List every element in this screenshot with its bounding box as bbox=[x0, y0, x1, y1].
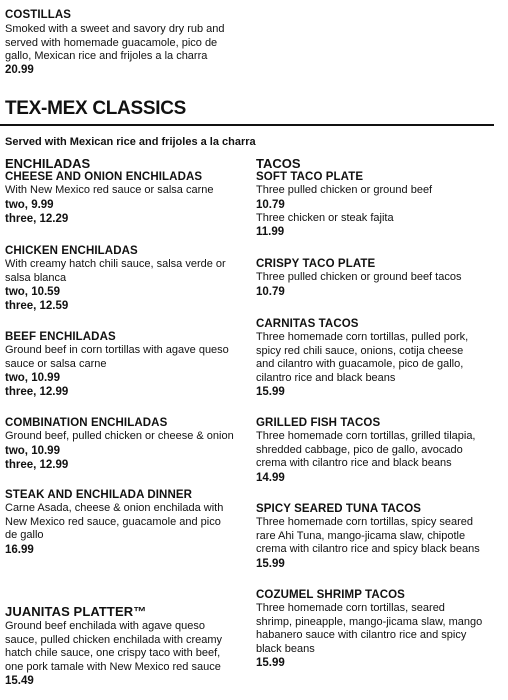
menu-item-chicken-enchiladas bbox=[5, 244, 243, 313]
item-desc: With New Mexico red sauce or salsa carne bbox=[5, 184, 214, 196]
menu-item-beef-enchiladas bbox=[5, 330, 243, 399]
item-price: 16.99 bbox=[5, 543, 34, 556]
item-desc-alt: Three chicken or steak fajita bbox=[256, 211, 394, 224]
item-price: three, 12.29 bbox=[5, 212, 69, 225]
item-price: three, 12.99 bbox=[5, 458, 69, 471]
item-price: 15.99 bbox=[256, 386, 285, 398]
category-heading-enchiladas: ENCHILADAS bbox=[5, 156, 91, 171]
category-heading-tacos: TACOS bbox=[256, 156, 301, 171]
menu-item-soft-taco-plate bbox=[256, 170, 484, 239]
item-price: 15.49 bbox=[5, 675, 34, 687]
menu-item-carnitas-tacos bbox=[256, 317, 484, 399]
item-price: two, 10.99 bbox=[5, 444, 60, 457]
menu-item-spicy-seared-tuna-tacos bbox=[256, 502, 484, 571]
item-name: SPICY SEARED TUNA TACOS bbox=[256, 503, 422, 515]
item-name: BEEF ENCHILADAS bbox=[5, 331, 116, 343]
item-name: CHEESE AND ONION ENCHILADAS bbox=[5, 171, 203, 183]
item-desc: Three pulled chicken or ground beef bbox=[256, 184, 433, 196]
item-price: three, 12.99 bbox=[5, 386, 69, 398]
item-price: 15.99 bbox=[256, 557, 285, 570]
item-price: 14.99 bbox=[256, 471, 285, 484]
item-name: JUANITAS PLATTER™ bbox=[5, 604, 147, 619]
item-desc: Three homemade corn tortillas, grilled tilapia, shredded cabbage, pico de gallo, avocado crema with cilantro rice and black beans bbox=[256, 430, 476, 469]
item-price: 10.79 bbox=[256, 285, 285, 298]
item-price-costillas: 20.99 bbox=[5, 64, 34, 76]
item-desc: Ground beef in corn tortillas with agave queso sauce or salsa carne bbox=[5, 344, 229, 370]
item-price: two, 10.59 bbox=[5, 286, 60, 298]
item-name: CRISPY TACO PLATE bbox=[256, 258, 376, 270]
item-name: GRILLED FISH TACOS bbox=[256, 417, 381, 429]
menu-item-cheese-onion-enchiladas bbox=[5, 170, 243, 226]
section-divider bbox=[0, 124, 494, 126]
item-desc-costillas: Smoked with a sweet and savory dry rub and served with homemade guacamole, pico de gallo, Mexican rice and frijoles a la charra bbox=[5, 23, 225, 62]
item-name: CARNITAS TACOS bbox=[256, 318, 359, 330]
menu-item-crispy-taco-plate bbox=[256, 257, 484, 299]
item-desc: Three homemade corn tortillas, seared shrimp, pineapple, mango-jicama slaw, mango habanero sauce with cilantro rice and spicy black beans bbox=[256, 602, 483, 655]
item-name-costillas: COSTILLAS bbox=[5, 9, 72, 21]
item-name: COMBINATION ENCHILADAS bbox=[5, 417, 168, 429]
item-name: STEAK AND ENCHILADA DINNER bbox=[5, 489, 193, 501]
menu-item-combination-enchiladas bbox=[5, 416, 243, 472]
item-name: CHICKEN ENCHILADAS bbox=[5, 245, 138, 257]
item-name: COZUMEL SHRIMP TACOS bbox=[256, 589, 405, 601]
item-desc: Ground beef, pulled chicken or cheese & onion bbox=[5, 430, 234, 442]
section-title: TEX-MEX CLASSICS bbox=[5, 98, 186, 119]
item-price: two, 10.99 bbox=[5, 372, 60, 384]
item-desc: Three pulled chicken or ground beef tacos bbox=[256, 271, 462, 283]
menu-item-cozumel-shrimp-tacos bbox=[256, 588, 484, 670]
item-price: three, 12.59 bbox=[5, 300, 69, 312]
item-desc: With creamy hatch chili sauce, salsa verde or salsa blanca bbox=[5, 258, 226, 284]
item-desc: Carne Asada, cheese & onion enchilada with New Mexico red sauce, guacamole and pico de gallo bbox=[5, 502, 224, 541]
menu-item-grilled-fish-tacos bbox=[256, 416, 484, 485]
item-desc: Three homemade corn tortillas, pulled pork, spicy red chili sauce, onions, cotija cheese and cilantro with guacamole, pico de gallo, cilantro rice and black beans bbox=[256, 331, 469, 384]
menu-item-juanitas-platter bbox=[5, 604, 243, 688]
item-price: 10.79 bbox=[256, 198, 285, 211]
item-price: two, 9.99 bbox=[5, 198, 54, 211]
menu-item-steak-enchilada-dinner bbox=[5, 488, 243, 557]
item-desc: Three homemade corn tortillas, spicy seared rare Ahi Tuna, mango-jicama slaw, chipotle crema with cilantro rice and spicy black beans bbox=[256, 516, 480, 555]
item-price: 15.99 bbox=[256, 657, 285, 669]
section-subtitle: Served with Mexican rice and frijoles a la charra bbox=[5, 136, 256, 148]
item-desc: Ground beef enchilada with agave queso sauce, pulled chicken enchilada with creamy hatch chile sauce, one crispy taco with beef, one pork tamale with New Mexico red sauce bbox=[5, 620, 223, 673]
item-name: SOFT TACO PLATE bbox=[256, 171, 364, 183]
item-price-alt: 11.99 bbox=[256, 226, 285, 238]
